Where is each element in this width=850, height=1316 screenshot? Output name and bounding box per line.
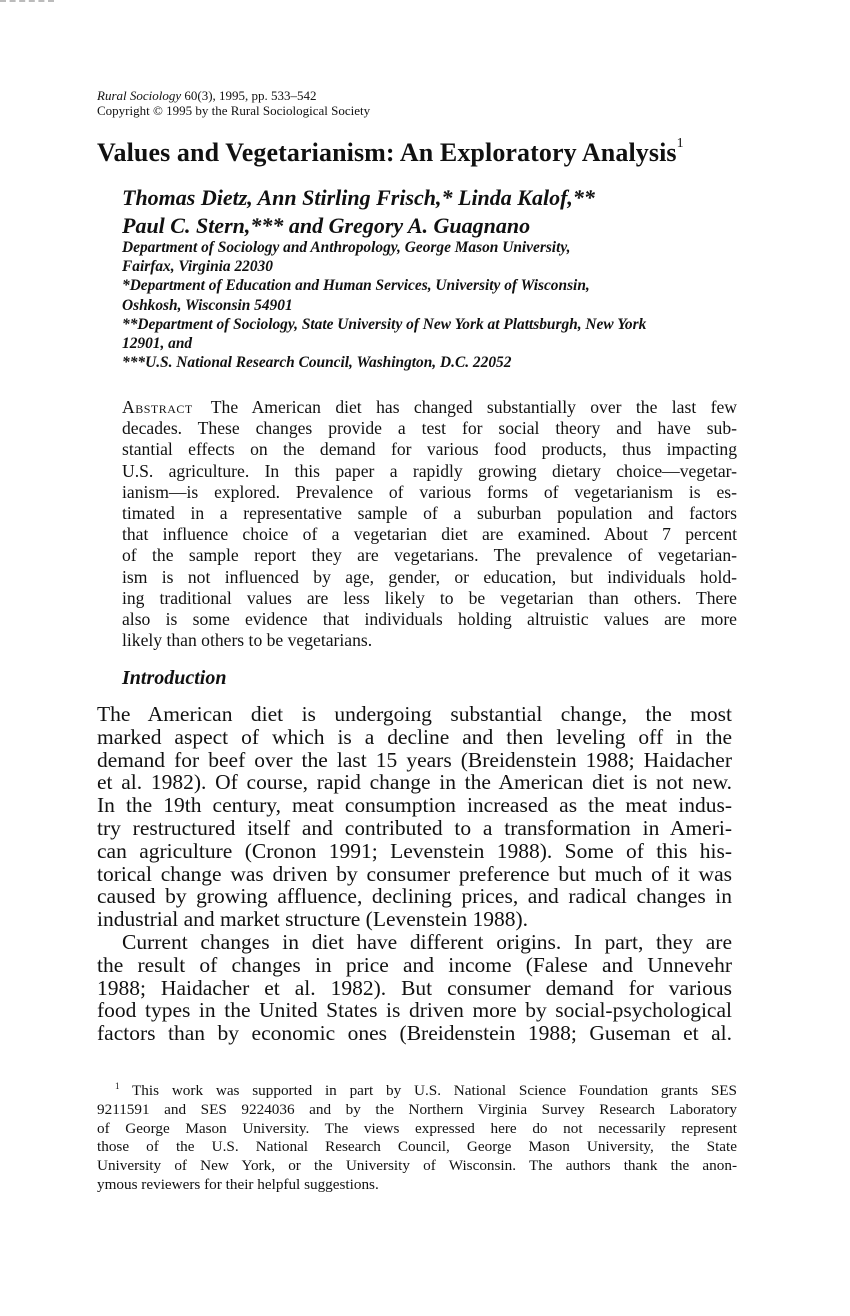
affiliation-line: *Department of Education and Human Services, University of Wisconsin, — [122, 277, 590, 295]
footnote — [97, 1077, 737, 1195]
author-line: Thomas Dietz, Ann Stirling Frisch,* Linda Kalof,** — [122, 185, 595, 210]
footnote-line: $^1$ This work was supported in part by U.S. National Science Foundation grants SES — [115, 1081, 737, 1100]
abstract-label: Abstract — [122, 397, 193, 417]
copyright-line: Copyright © 1995 by the Rural Sociological Society — [97, 103, 371, 118]
section-heading: Introduction — [122, 667, 227, 689]
journal-citation: Rural Sociology 60(3), 1995, pp. 533–542 — [97, 88, 317, 103]
body-line: The American diet is undergoing substantial change, the most — [97, 702, 732, 726]
author-list — [122, 184, 595, 240]
footnote-line: 9211591 and SES 9224036 and by the Northern Virginia Survey Research Laboratory — [97, 1100, 737, 1118]
affiliation-line: ***U.S. National Research Council, Washington, D.C. 22052 — [122, 354, 512, 372]
body-line: industrial and market structure (Levenstein 1988). — [97, 907, 529, 932]
footnote-line: those of the U.S. National Research Council, George Mason University, the State — [97, 1138, 737, 1156]
journal-header — [97, 88, 697, 118]
abstract-line: stantial effects on the demand for various food products, thus impacting — [122, 439, 737, 460]
paragraph — [97, 931, 732, 1045]
body-line: factors than by economic ones (Breidenstein 1988; Guseman et al. — [97, 1021, 732, 1046]
footnote-line: ymous reviewers for their helpful suggestions. — [97, 1176, 379, 1194]
affiliation-line: Fairfax, Virginia 22030 — [122, 258, 273, 276]
body-line: torical change was driven by consumer preference but much of it was — [97, 861, 732, 886]
body-line: Current changes in diet have different origins. In part, they are — [122, 929, 732, 954]
footnote-mark: 1 — [115, 1081, 120, 1091]
abstract-line: ing traditional values are less likely to be vegetarian than others. There — [122, 587, 737, 608]
body-line: marked aspect of which is a decline and then leveling off in the — [97, 724, 732, 749]
abstract-line: timated in a representative sample of a suburban population and factors — [122, 503, 737, 524]
author-line: Paul C. Stern,*** and Gregory A. Guagnano — [122, 213, 531, 238]
article-title: Values and Vegetarianism: An Exploratory Analysis$^1$ — [97, 136, 684, 167]
paragraph — [97, 703, 732, 931]
affiliation-line: 12901, and — [122, 335, 193, 353]
abstract-line: also is some evidence that individuals holding altruistic values are more — [122, 609, 737, 630]
body-line: In the 19th century, meat consumption increased as the meat indus- — [97, 793, 732, 818]
abstract-line: decades. These changes provide a test for social theory and have sub- — [122, 418, 737, 439]
abstract-line: U.S. agriculture. In this paper a rapidly growing dietary choice—vegetar- — [122, 460, 737, 481]
body-line: food types in the United States is driven more by social-psychological — [97, 998, 732, 1023]
body-line: caused by growing affluence, declining prices, and radical changes in — [97, 884, 732, 909]
abstract-line: that influence choice of a vegetarian diet are examined. About 7 percent — [122, 524, 737, 545]
title-footnote-mark: 1 — [676, 136, 684, 152]
abstract — [122, 397, 737, 651]
footnote-line: of George Mason University. The views expressed here do not necessarily represent — [97, 1119, 737, 1137]
affiliation-line: **Department of Sociology, State University of New York at Plattsburgh, New York — [122, 315, 647, 333]
abstract-line: ism is not influenced by age, gender, or education, but individuals hold- — [122, 566, 737, 587]
body-line: demand for beef over the last 15 years (Breidenstein 1988; Haidacher — [97, 747, 732, 772]
abstract-line: of the sample report they are vegetarians. The prevalence of vegetarian- — [122, 545, 737, 566]
body-line: try restructured itself and contributed to a transformation in Ameri- — [97, 815, 732, 840]
body-line: the result of changes in price and income (Falese and Unnevehr — [97, 952, 732, 977]
abstract-line: likely than others to be vegetarians. — [122, 630, 373, 651]
body-line: et al. 1982). Of course, rapid change in the American diet is not new. — [97, 770, 732, 795]
affiliation-line: Oshkosh, Wisconsin 54901 — [122, 296, 293, 314]
scan-artifact — [0, 0, 54, 5]
abstract-line: Abstract The American diet has changed substantially over the last few — [122, 397, 737, 417]
affiliation-line: Department of Sociology and Anthropology, George Mason University, — [122, 239, 571, 256]
affiliations — [122, 238, 742, 372]
body-line: can agriculture (Cronon 1991; Levenstein 1988). Some of this his- — [97, 838, 732, 863]
journal-name: Rural Sociology — [97, 88, 182, 103]
body-line: 1988; Haidacher et al. 1982). But consumer demand for various — [97, 975, 732, 1000]
footnote-line: University of New York, or the University of Wisconsin. The authors thank the anon- — [97, 1157, 737, 1175]
body-text — [97, 703, 732, 1045]
abstract-line: ianism—is explored. Prevalence of various forms of vegetarianism is es- — [122, 481, 737, 502]
